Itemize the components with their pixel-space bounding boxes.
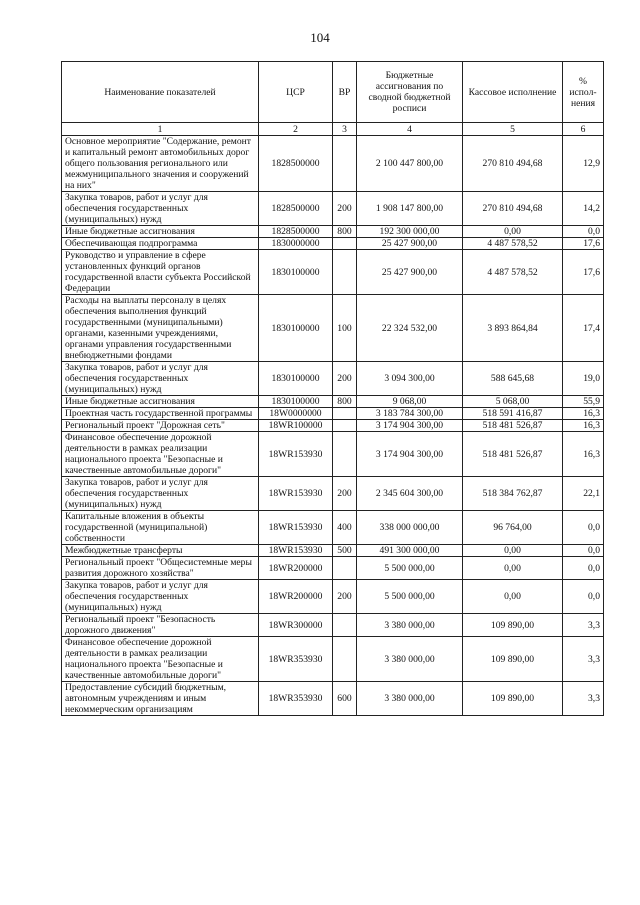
column-number-row: [62, 123, 604, 136]
row-name-cell: Закупка товаров, работ и услуг для обеспечения государственных (муниципальных) нужд: [62, 192, 259, 226]
table-row: [62, 580, 604, 614]
row-name-cell: Межбюджетные трансферты: [62, 545, 259, 557]
column-header-cash: Кассовое исполнение: [463, 62, 563, 123]
row-csr-cell: 18WR153930: [259, 477, 333, 511]
table-row: [62, 136, 604, 192]
row-assignments-cell: 192 300 000,00: [357, 226, 463, 238]
row-csr-cell: 18WR153930: [259, 432, 333, 477]
table-row: [62, 295, 604, 362]
row-name-cell: Предоставление субсидий бюджетным, автономным учреждениям и иным некоммерческим организациям: [62, 682, 259, 716]
row-name-cell: Расходы на выплаты персоналу в целях обеспечения выполнения функций государственными (муниципальными) органами, казенными учреждениями, органами управления государственными внебюджетными фондами: [62, 295, 259, 362]
row-cash-cell: 3 893 864,84: [463, 295, 563, 362]
row-vr-cell: 200: [333, 192, 357, 226]
row-cash-cell: 0,00: [463, 580, 563, 614]
row-percent-cell: 0,0: [563, 557, 604, 580]
row-name-cell: Закупка товаров, работ и услуг для обеспечения государственных (муниципальных) нужд: [62, 362, 259, 396]
row-assignments-cell: 491 300 000,00: [357, 545, 463, 557]
column-number: 6: [563, 123, 604, 136]
row-name-cell: Проектная часть государственной программы: [62, 408, 259, 420]
row-csr-cell: 1830100000: [259, 396, 333, 408]
column-header-vr: ВР: [333, 62, 357, 123]
row-cash-cell: 518 384 762,87: [463, 477, 563, 511]
row-percent-cell: 3,3: [563, 614, 604, 637]
row-name-cell: Иные бюджетные ассигнования: [62, 396, 259, 408]
row-csr-cell: 18WR153930: [259, 511, 333, 545]
row-name-cell: Финансовое обеспечение дорожной деятельности в рамках реализации национального проекта "Безопасные и качественные автомобильные дороги": [62, 432, 259, 477]
row-name-cell: Региональный проект "Общесистемные меры развития дорожного хозяйства": [62, 557, 259, 580]
row-assignments-cell: 5 500 000,00: [357, 580, 463, 614]
row-percent-cell: 0,0: [563, 580, 604, 614]
row-cash-cell: 4 487 578,52: [463, 250, 563, 295]
column-header-assignments: Бюджетные ассигнования по сводной бюджетной росписи: [357, 62, 463, 123]
row-assignments-cell: 3 380 000,00: [357, 637, 463, 682]
row-percent-cell: 14,2: [563, 192, 604, 226]
row-cash-cell: 109 890,00: [463, 682, 563, 716]
row-name-cell: Обеспечивающая подпрограмма: [62, 238, 259, 250]
row-assignments-cell: 3 380 000,00: [357, 614, 463, 637]
row-csr-cell: 18WR100000: [259, 420, 333, 432]
row-cash-cell: 0,00: [463, 226, 563, 238]
row-cash-cell: 270 810 494,68: [463, 136, 563, 192]
table-row: [62, 614, 604, 637]
table-row: [62, 192, 604, 226]
row-vr-cell: 200: [333, 362, 357, 396]
table-row: [62, 637, 604, 682]
row-assignments-cell: 2 345 604 300,00: [357, 477, 463, 511]
row-assignments-cell: 3 174 904 300,00: [357, 432, 463, 477]
row-assignments-cell: 25 427 900,00: [357, 250, 463, 295]
column-number: 3: [333, 123, 357, 136]
column-header-percent: % испол-нения: [563, 62, 604, 123]
row-cash-cell: 5 068,00: [463, 396, 563, 408]
table-row: [62, 545, 604, 557]
row-name-cell: Капитальные вложения в объекты государственной (муниципальной) собственности: [62, 511, 259, 545]
row-assignments-cell: 22 324 532,00: [357, 295, 463, 362]
row-csr-cell: 1830100000: [259, 362, 333, 396]
row-percent-cell: 55,9: [563, 396, 604, 408]
row-name-cell: Руководство и управление в сфере установленных функций органов государственной власти субъекта Российской Федерации: [62, 250, 259, 295]
row-percent-cell: 17,6: [563, 238, 604, 250]
row-percent-cell: 17,4: [563, 295, 604, 362]
table-body: [62, 136, 604, 716]
row-vr-cell: [333, 136, 357, 192]
row-name-cell: Закупка товаров, работ и услуг для обеспечения государственных (муниципальных) нужд: [62, 477, 259, 511]
row-name-cell: Закупка товаров, работ и услуг для обеспечения государственных (муниципальных) нужд: [62, 580, 259, 614]
row-percent-cell: 3,3: [563, 682, 604, 716]
row-csr-cell: 18WR300000: [259, 614, 333, 637]
column-number: 4: [357, 123, 463, 136]
row-vr-cell: 400: [333, 511, 357, 545]
row-percent-cell: 0,0: [563, 545, 604, 557]
row-csr-cell: 18WR200000: [259, 580, 333, 614]
row-cash-cell: 270 810 494,68: [463, 192, 563, 226]
row-csr-cell: 1830100000: [259, 250, 333, 295]
row-assignments-cell: 3 174 904 300,00: [357, 420, 463, 432]
row-cash-cell: 109 890,00: [463, 614, 563, 637]
column-number: 1: [62, 123, 259, 136]
column-number: 2: [259, 123, 333, 136]
table-row: [62, 432, 604, 477]
row-name-cell: Региональный проект "Безопасность дорожного движения": [62, 614, 259, 637]
row-assignments-cell: 25 427 900,00: [357, 238, 463, 250]
row-cash-cell: 4 487 578,52: [463, 238, 563, 250]
row-assignments-cell: 3 183 784 300,00: [357, 408, 463, 420]
column-header-name: Наименование показателей: [62, 62, 259, 123]
row-name-cell: Финансовое обеспечение дорожной деятельности в рамках реализации национального проекта "Безопасные и качественные автомобильные дороги": [62, 637, 259, 682]
table-row: [62, 250, 604, 295]
row-percent-cell: 0,0: [563, 226, 604, 238]
column-header-csr: ЦСР: [259, 62, 333, 123]
row-assignments-cell: 1 908 147 800,00: [357, 192, 463, 226]
row-vr-cell: [333, 637, 357, 682]
column-number: 5: [463, 123, 563, 136]
row-assignments-cell: 3 094 300,00: [357, 362, 463, 396]
row-cash-cell: 518 481 526,87: [463, 420, 563, 432]
row-assignments-cell: 2 100 447 800,00: [357, 136, 463, 192]
row-vr-cell: 600: [333, 682, 357, 716]
row-cash-cell: 96 764,00: [463, 511, 563, 545]
row-percent-cell: 12,9: [563, 136, 604, 192]
row-csr-cell: 1828500000: [259, 136, 333, 192]
row-vr-cell: [333, 432, 357, 477]
row-assignments-cell: 338 000 000,00: [357, 511, 463, 545]
row-percent-cell: 16,3: [563, 432, 604, 477]
table-header-row: [62, 62, 604, 123]
row-vr-cell: 800: [333, 396, 357, 408]
row-name-cell: Иные бюджетные ассигнования: [62, 226, 259, 238]
row-percent-cell: 16,3: [563, 420, 604, 432]
table-row: [62, 477, 604, 511]
table-row: [62, 682, 604, 716]
row-assignments-cell: 3 380 000,00: [357, 682, 463, 716]
row-vr-cell: 200: [333, 580, 357, 614]
table-row: [62, 557, 604, 580]
row-csr-cell: 18W0000000: [259, 408, 333, 420]
budget-execution-table: [61, 61, 604, 716]
row-csr-cell: 18WR353930: [259, 682, 333, 716]
table-row: [62, 362, 604, 396]
table-row: [62, 396, 604, 408]
row-percent-cell: 16,3: [563, 408, 604, 420]
row-percent-cell: 0,0: [563, 511, 604, 545]
row-vr-cell: [333, 614, 357, 637]
row-csr-cell: 1830000000: [259, 238, 333, 250]
row-vr-cell: 500: [333, 545, 357, 557]
table-row: [62, 226, 604, 238]
row-vr-cell: [333, 420, 357, 432]
row-csr-cell: 1828500000: [259, 226, 333, 238]
row-percent-cell: 19,0: [563, 362, 604, 396]
row-csr-cell: 1828500000: [259, 192, 333, 226]
row-cash-cell: 0,00: [463, 545, 563, 557]
row-vr-cell: [333, 557, 357, 580]
row-csr-cell: 1830100000: [259, 295, 333, 362]
row-vr-cell: [333, 238, 357, 250]
row-cash-cell: 518 591 416,87: [463, 408, 563, 420]
row-csr-cell: 18WR353930: [259, 637, 333, 682]
row-vr-cell: [333, 408, 357, 420]
row-percent-cell: 3,3: [563, 637, 604, 682]
row-name-cell: Основное мероприятие "Содержание, ремонт и капитальный ремонт автомобильных дорог общего пользования регионального или межмуниципального значения и сооружений на них": [62, 136, 259, 192]
row-vr-cell: 800: [333, 226, 357, 238]
row-percent-cell: 22,1: [563, 477, 604, 511]
table-row: [62, 511, 604, 545]
row-csr-cell: 18WR153930: [259, 545, 333, 557]
table-row: [62, 238, 604, 250]
table-row: [62, 408, 604, 420]
row-percent-cell: 17,6: [563, 250, 604, 295]
row-vr-cell: 100: [333, 295, 357, 362]
row-cash-cell: 0,00: [463, 557, 563, 580]
row-cash-cell: 109 890,00: [463, 637, 563, 682]
row-csr-cell: 18WR200000: [259, 557, 333, 580]
row-cash-cell: 588 645,68: [463, 362, 563, 396]
table-row: [62, 420, 604, 432]
row-name-cell: Региональный проект "Дорожная сеть": [62, 420, 259, 432]
row-vr-cell: [333, 250, 357, 295]
page-number: 104: [310, 30, 330, 45]
row-assignments-cell: 5 500 000,00: [357, 557, 463, 580]
row-vr-cell: 200: [333, 477, 357, 511]
row-cash-cell: 518 481 526,87: [463, 432, 563, 477]
row-assignments-cell: 9 068,00: [357, 396, 463, 408]
